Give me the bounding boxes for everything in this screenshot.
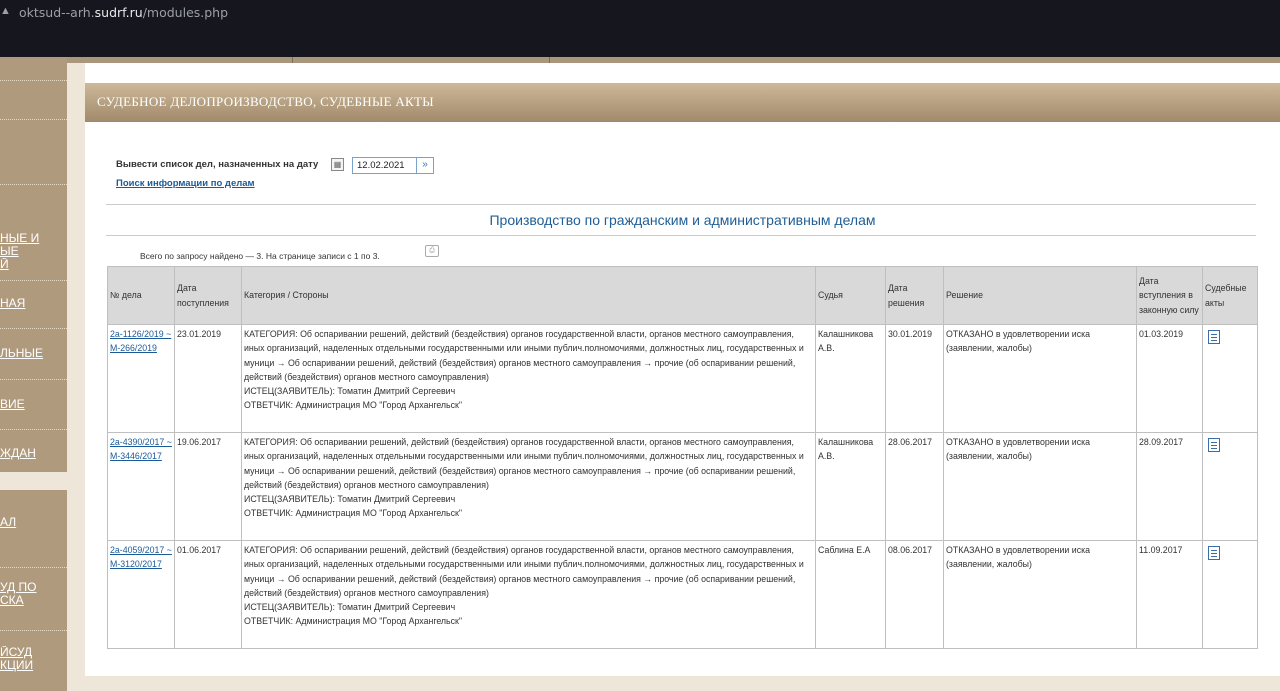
date-input[interactable]: 12.02.2021 [352, 157, 418, 174]
decision: ОТКАЗАНО в удовлетворении иска (заявлении, жалобы) [944, 325, 1137, 433]
divider [106, 204, 1256, 205]
column-header[interactable]: Решение [944, 267, 1137, 325]
sidebar-divider [0, 184, 67, 185]
document-icon[interactable] [1208, 330, 1220, 344]
plaintiff-text: ИСТЕЦ(ЗАЯВИТЕЛЬ): Томатин Дмитрий Сергеевич [244, 494, 456, 505]
sidebar-item[interactable]: УД ПО [0, 581, 37, 594]
table-row [108, 325, 1258, 433]
category-text: КАТЕГОРИЯ: Об оспаривании решений, действий (бездействия) органов государственной власти, органов местного самоуправления, иных организаций, наделенных отдельными государственными или иными публич.полномочиями, должностных лиц, государственных и муници → Об оспаривании решений, действий (бездействия) органов местного самоуправления → прочие (об оспаривании решений, действий (бездействия) органов местного самоуправления) [244, 437, 804, 490]
defendant-text: ОТВЕТЧИК: Администрация МО "Город Архангельск" [244, 400, 463, 411]
sidebar-item[interactable]: СКА [0, 594, 24, 607]
sidebar-item[interactable]: ЫЕ [0, 245, 19, 258]
effective-date: 11.09.2017 [1137, 541, 1203, 649]
court-acts-cell [1203, 433, 1258, 541]
site-info-icon[interactable]: ▲ [0, 5, 11, 17]
divider [106, 235, 1256, 236]
printer-icon[interactable]: ⎙ [425, 245, 439, 257]
received-date: 19.06.2017 [175, 433, 242, 541]
decision-date: 08.06.2017 [886, 541, 944, 649]
case-number-cell [108, 541, 175, 649]
sidebar-divider [0, 429, 67, 430]
plaintiff-text: ИСТЕЦ(ЗАЯВИТЕЛЬ): Томатин Дмитрий Сергеевич [244, 602, 456, 613]
category-cell [242, 325, 816, 433]
section-header [85, 83, 1280, 122]
court-acts-cell [1203, 541, 1258, 649]
defendant-text: ОТВЕТЧИК: Администрация МО "Город Архангельск" [244, 508, 463, 519]
table-row [108, 541, 1258, 649]
sidebar-item[interactable]: НАЯ [0, 297, 26, 310]
page-title: СУДЕБНОЕ ДЕЛОПРОИЗВОДСТВО, СУДЕБНЫЕ АКТЫ [97, 94, 434, 109]
judge: Калашникова А.В. [816, 433, 886, 541]
main-content [85, 63, 1280, 676]
sidebar-divider [0, 567, 67, 568]
go-button[interactable]: » [416, 157, 434, 174]
sidebar [0, 57, 67, 691]
sidebar-divider [0, 630, 67, 631]
cases-table [107, 266, 1258, 649]
document-icon[interactable] [1208, 546, 1220, 560]
browser-url-bar[interactable] [0, 0, 1280, 57]
sidebar-item[interactable]: ЙСУД [0, 646, 33, 659]
date-filter-label: Вывести список дел, назначенных на дату [116, 159, 319, 170]
category-cell [242, 541, 816, 649]
decision: ОТКАЗАНО в удовлетворении иска (заявлении, жалобы) [944, 541, 1137, 649]
search-cases-link[interactable]: Поиск информации по делам [116, 178, 255, 189]
sidebar-divider [0, 280, 67, 281]
received-date: 01.06.2017 [175, 541, 242, 649]
table-row [108, 433, 1258, 541]
column-header[interactable]: Судебные акты [1203, 267, 1258, 325]
case-number-link[interactable]: 2а-1126/2019 ~ М-266/2019 [110, 329, 172, 354]
results-count: Всего по запросу найдено — 3. На странице записи с 1 по 3. [140, 251, 380, 261]
column-header[interactable]: Дата решения [886, 267, 944, 325]
document-icon[interactable] [1208, 438, 1220, 452]
case-number-link[interactable]: 2а-4390/2017 ~ М-3446/2017 [110, 437, 172, 462]
decision-date: 28.06.2017 [886, 433, 944, 541]
column-header[interactable]: № дела [108, 267, 175, 325]
case-number-cell [108, 325, 175, 433]
category-cell [242, 433, 816, 541]
table-header-row [108, 267, 1258, 325]
category-text: КАТЕГОРИЯ: Об оспаривании решений, действий (бездействия) органов государственной власти, органов местного самоуправления, иных организаций, наделенных отдельными государственными или иными публич.полномочиями, должностных лиц, государственных и муници → Об оспаривании решений, действий (бездействия) органов местного самоуправления → прочие (об оспаривании решений, действий (бездействия) органов местного самоуправления) [244, 545, 804, 598]
sidebar-item[interactable]: ВИЕ [0, 398, 25, 411]
sidebar-item[interactable]: Й [0, 258, 9, 271]
case-number-cell [108, 433, 175, 541]
sidebar-divider [0, 379, 67, 380]
sidebar-item[interactable]: ЛЬНЫЕ [0, 347, 44, 360]
sidebar-divider [0, 80, 67, 81]
sidebar-divider [0, 328, 67, 329]
sidebar-item[interactable]: АЛ [0, 516, 17, 529]
effective-date: 01.03.2019 [1137, 325, 1203, 433]
case-number-link[interactable]: 2а-4059/2017 ~ М-3120/2017 [110, 545, 172, 570]
plaintiff-text: ИСТЕЦ(ЗАЯВИТЕЛЬ): Томатин Дмитрий Сергеевич [244, 386, 456, 397]
category-text: КАТЕГОРИЯ: Об оспаривании решений, действий (бездействия) органов государственной власти, органов местного самоуправления, иных организаций, наделенных отдельными государственными или иными публич.полномочиями, должностных лиц, государственных и муници → Об оспаривании решений, действий (бездействия) органов местного самоуправления → прочие (об оспаривании решений, действий (бездействия) органов местного самоуправления) [244, 329, 804, 382]
column-header[interactable]: Дата поступления [175, 267, 242, 325]
column-header[interactable]: Категория / Стороны [242, 267, 816, 325]
received-date: 23.01.2019 [175, 325, 242, 433]
column-header[interactable]: Дата вступления в законную силу [1137, 267, 1203, 325]
court-acts-cell [1203, 325, 1258, 433]
sidebar-item[interactable]: ЖДАН [0, 447, 36, 460]
section-title: Производство по гражданским и административным делам [489, 212, 876, 228]
judge: Саблина Е.А [816, 541, 886, 649]
sidebar-item[interactable]: КЦИИ [0, 659, 34, 672]
judge: Калашникова А.В. [816, 325, 886, 433]
calendar-icon[interactable]: ▦ [331, 158, 344, 171]
address-text[interactable]: oktsud--arh.sudrf.ru/modules.php [19, 5, 229, 20]
sidebar-item[interactable]: НЫЕ И [0, 232, 40, 245]
decision: ОТКАЗАНО в удовлетворении иска (заявлении, жалобы) [944, 433, 1137, 541]
sidebar-divider [0, 119, 67, 120]
effective-date: 28.09.2017 [1137, 433, 1203, 541]
column-header[interactable]: Судья [816, 267, 886, 325]
date-filter [116, 159, 428, 171]
decision-date: 30.01.2019 [886, 325, 944, 433]
defendant-text: ОТВЕТЧИК: Администрация МО "Город Архангельск" [244, 616, 463, 627]
